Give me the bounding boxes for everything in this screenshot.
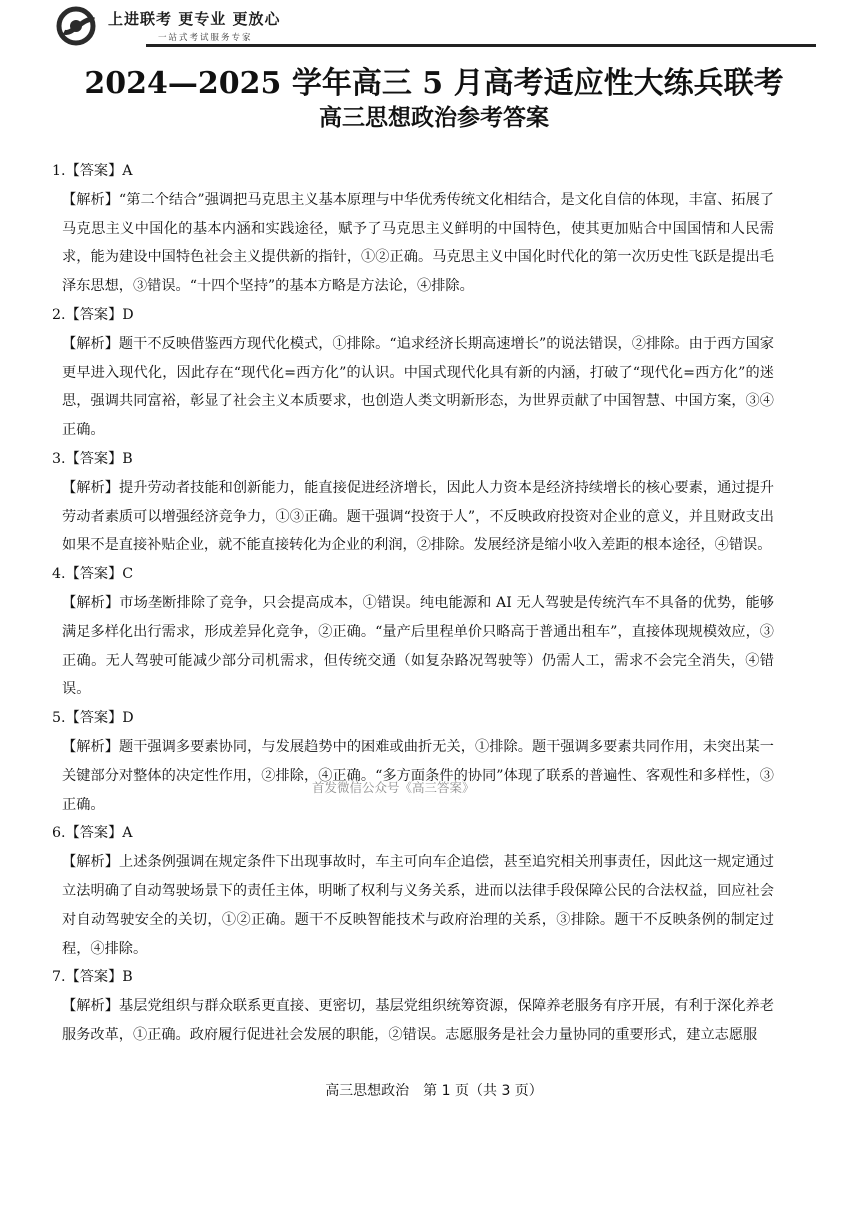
question-item (52, 157, 774, 301)
answer-list (52, 157, 774, 1050)
question-item (52, 704, 774, 819)
watermark: 首发微信公众号《高三答案》 (312, 780, 475, 795)
question-analysis: 【解析】基层党组织与群众联系更直接、更密切，基层党组织统筹资源，保障养老服务有序开展，有利于深化养老服务改革，①正确。政府履行促进社会发展的职能，②错误。志愿服务是社会力量协同的重要形式，建立志愿服 (62, 998, 774, 1043)
page-subtitle: 高三思想政治参考答案 (319, 105, 549, 131)
question-answer: 5.【答案】D (52, 710, 134, 727)
page-header (46, 4, 826, 48)
question-item (52, 560, 774, 704)
header-divider (146, 44, 816, 47)
question-item (52, 301, 774, 445)
question-answer: 3.【答案】B (52, 450, 133, 467)
question-answer: 2.【答案】D (52, 306, 134, 323)
logo-icon (54, 6, 102, 46)
question-answer: 4.【答案】C (52, 566, 134, 583)
question-item (52, 445, 774, 560)
question-analysis: 【解析】市场垄断排除了竞争，只会提高成本，①错误。纯电能源和 AI 无人驾驶是传统汽车不具备的优势，能够满足多样化出行需求，形成差异化竞争，②正确。“量产后里程单价只略高于普通出租车”，直接体现规模效应，③正确。无人驾驶可能减少部分司机需求，但传统交通（如复杂路况驾驶等）仍需人工，需求不会完全消失，④错误。 (62, 594, 774, 698)
question-analysis: 【解析】题干强调多要素协同，与发展趋势中的困难或曲折无关，①排除。题干强调多要素共同作用，未突出某一关键部分对整体的决定性作用，②排除，④正确。“多方面条件的协同”体现了联系的普遍性、客观性和多样性，③正确。 (62, 738, 774, 813)
question-item (52, 819, 774, 963)
question-answer: 6.【答案】A (52, 825, 133, 842)
question-analysis: 【解析】题干不反映借鉴西方现代化模式，①排除。“追求经济长期高速增长”的说法错误，②排除。由于西方国家更早进入现代化，因此存在“现代化=西方化”的认识。中国式现代化具有新的内涵，打破了“现代化=西方化”的迷思，强调共同富裕，彰显了社会主义本质要求，也创造人类文明新形态，为世界贡献了中国智慧、中国方案，③④正确。 (62, 335, 774, 439)
page-footer: 高三思想政治 第 1 页（共 3 页） (325, 1083, 543, 1099)
page-title: 2024—2025 学年高三 5 月高考适应性大练兵联考 (84, 66, 784, 101)
question-answer: 7.【答案】B (52, 969, 133, 986)
brand-name: 上进联考 更专业 更放心 (108, 10, 281, 28)
question-answer: 1.【答案】A (52, 163, 133, 179)
question-analysis: 【解析】上述条例强调在规定条件下出现事故时，车主可向车企追偿，甚至追究相关刑事责任，因此这一规定通过立法明确了自动驾驶场景下的责任主体，明晰了权利与义务关系，进而以法律手段保障公民的合法权益，回应社会对自动驾驶安全的关切，①②正确。题干不反映智能技术与政府治理的关系，③排除。题干不反映条例的制定过程，④排除。 (62, 854, 774, 957)
brand-slogan: 一站式考试服务专家 (158, 33, 253, 43)
question-item (52, 963, 774, 1049)
question-analysis: 【解析】“第二个结合”强调把马克思主义基本原理与中华优秀传统文化相结合，是文化自信的体现，丰富、拓展了马克思主义中国化的基本内涵和实践途径，赋予了马克思主义鲜明的中国特色，使其更加贴合中国国情和人民需求，能为建设中国特色社会主义提供新的指针，①②正确。马克思主义中国化时代化的第一次历史性飞跃是提出毛泽东思想，③错误。“十四个坚持”的基本方略是方法论，④排除。 (62, 191, 774, 295)
question-analysis: 【解析】提升劳动者技能和创新能力，能直接促进经济增长，因此人力资本是经济持续增长的核心要素，通过提升劳动者素质可以增强经济竞争力，①③正确。题干强调“投资于人”，不反映政府投资对企业的意义，并且财政支出如果不是直接补贴企业，就不能直接转化为企业的利润，②排除。发展经济是缩小收入差距的根本途径，④错误。 (62, 479, 774, 554)
